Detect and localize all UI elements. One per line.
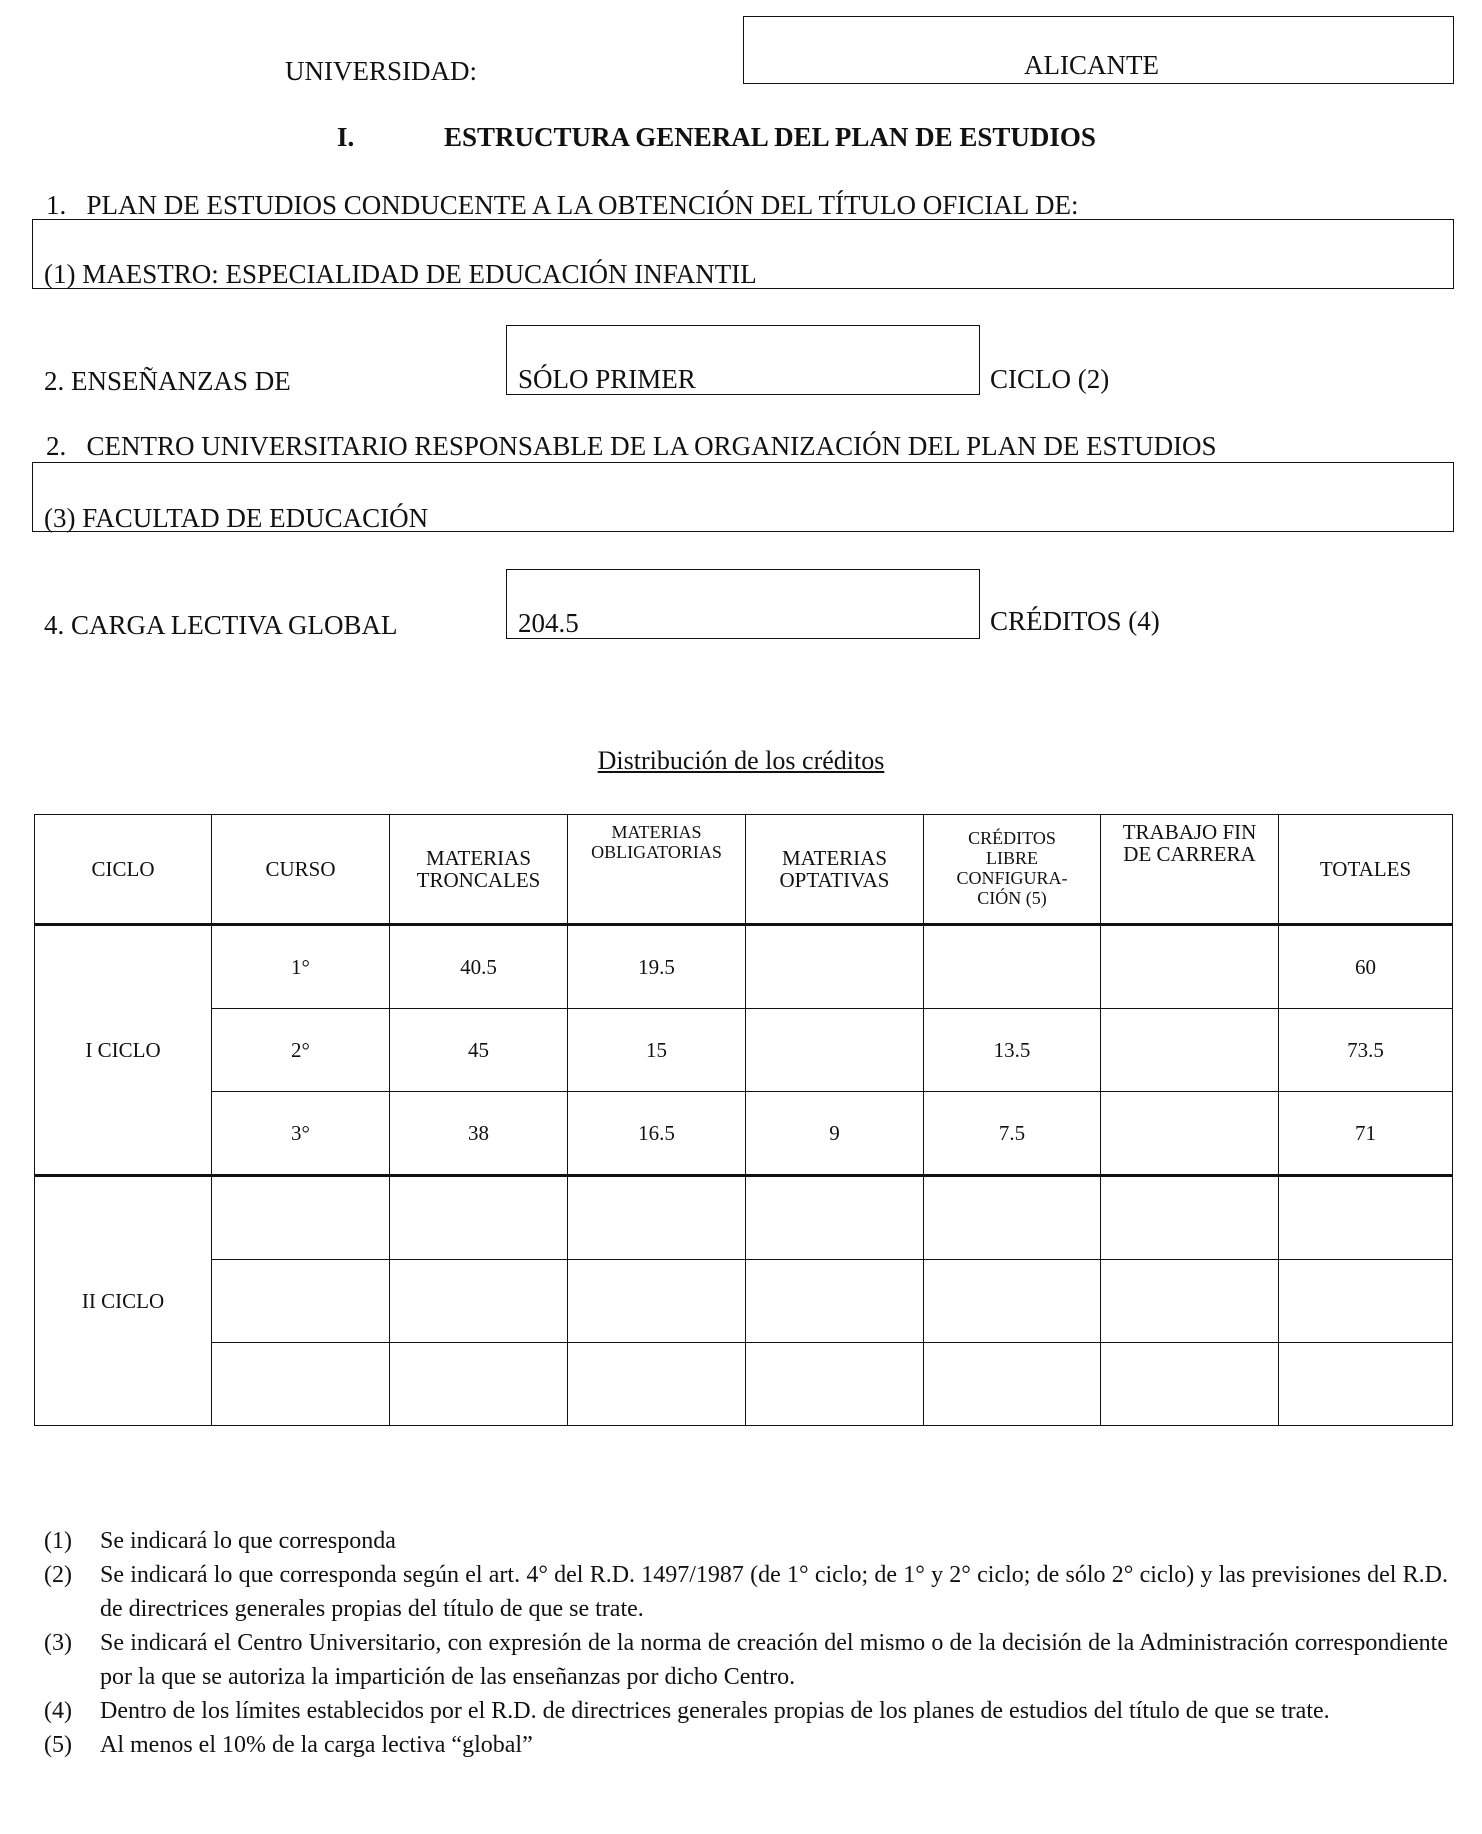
empty-cell — [1279, 1176, 1453, 1260]
header-optativas — [746, 815, 924, 925]
footnote-number: (3) — [44, 1630, 72, 1656]
cell-trabajo — [1101, 1092, 1279, 1176]
cycle2-label: II CICLO — [35, 1176, 212, 1426]
empty-cell — [390, 1343, 568, 1426]
header-optativas-line1: MATERIAS — [781, 845, 887, 870]
item2-value: SÓLO PRIMER — [518, 364, 696, 394]
item1-label: 1. PLAN DE ESTUDIOS CONDUCENTE A LA OBTENCIÓN DEL TÍTULO OFICIAL DE: — [46, 190, 1079, 220]
table-row — [35, 1092, 1453, 1176]
item3-label: 2. CENTRO UNIVERSITARIO RESPONSABLE DE LA ORGANIZACIÓN DEL PLAN DE ESTUDIOS — [46, 431, 1217, 461]
footnote — [44, 1728, 1448, 1762]
empty-cell — [746, 1343, 924, 1426]
distribution-title: Distribución de los créditos — [597, 746, 885, 775]
empty-cell — [1279, 1343, 1453, 1426]
empty-cell — [746, 1176, 924, 1260]
header-troncales-line1: MATERIAS — [425, 845, 531, 870]
footnote-text: Se indicará lo que corresponda según el art. 4° del R.D. 1497/1987 (de 1° ciclo; de 1° y 2° ciclo; de sólo 2° ciclo) y las previsiones del R.D. de directrices generales propias del título de que se trate. — [100, 1562, 1448, 1622]
item3-value: (3) FACULTAD DE EDUCACIÓN — [44, 503, 429, 533]
footnote-number: (4) — [44, 1698, 72, 1724]
footnote — [44, 1524, 1448, 1558]
empty-cell — [924, 1260, 1101, 1343]
footnote — [44, 1558, 1448, 1626]
university-label: UNIVERSIDAD: — [285, 56, 477, 86]
item4-value: 204.5 — [518, 608, 579, 638]
empty-cell — [390, 1260, 568, 1343]
header-ciclo: CICLO — [35, 815, 212, 925]
footnote-number: (2) — [44, 1562, 72, 1588]
empty-cell — [212, 1343, 390, 1426]
header-libre — [924, 815, 1101, 925]
header-obligatorias-line2: OBLIGATORIAS — [591, 841, 722, 862]
cell-totales: 60 — [1279, 925, 1453, 1009]
item2-label: 2. ENSEÑANZAS DE — [44, 366, 291, 396]
header-trabajo — [1101, 815, 1279, 925]
table-row — [35, 925, 1453, 1009]
cell-trabajo — [1101, 925, 1279, 1009]
cell-optativas — [746, 925, 924, 1009]
item4-suffix: CRÉDITOS (4) — [990, 606, 1160, 636]
header-libre-line4: CIÓN (5) — [977, 887, 1047, 908]
header-libre-line1: CRÉDITOS — [968, 828, 1056, 849]
credits-table — [34, 814, 1453, 1426]
cell-totales: 71 — [1279, 1092, 1453, 1176]
cell-obligatorias: 16.5 — [568, 1092, 746, 1176]
cell-troncales: 38 — [390, 1092, 568, 1176]
table-header-row — [35, 815, 1453, 925]
cell-curso: 3° — [212, 1092, 390, 1176]
item1-value: (1) MAESTRO: ESPECIALIDAD DE EDUCACIÓN INFANTIL — [44, 259, 757, 289]
empty-cell — [568, 1343, 746, 1426]
cell-curso: 1° — [212, 925, 390, 1009]
footnote-text: Se indicará lo que corresponda — [100, 1528, 396, 1554]
cell-libre — [924, 925, 1101, 1009]
table-row — [35, 1343, 1453, 1426]
header-libre-line3: CONFIGURA- — [956, 868, 1068, 888]
item4-label: 4. CARGA LECTIVA GLOBAL — [44, 610, 398, 640]
header-totales: TOTALES — [1279, 815, 1453, 925]
empty-cell — [212, 1176, 390, 1260]
table-row — [35, 1176, 1453, 1260]
cycle1-label: I CICLO — [35, 925, 212, 1176]
empty-cell — [746, 1260, 924, 1343]
header-curso: CURSO — [212, 815, 390, 925]
empty-cell — [1101, 1176, 1279, 1260]
header-obligatorias-line1: MATERIAS — [611, 822, 702, 842]
footnote-number: (5) — [44, 1732, 72, 1758]
header-libre-line2: LIBRE — [986, 848, 1038, 869]
cell-totales: 73.5 — [1279, 1009, 1453, 1092]
header-troncales — [390, 815, 568, 925]
footnotes — [44, 1524, 1448, 1762]
footnote-text: Se indicará el Centro Universitario, con expresión de la norma de creación del mismo o de la decisión de la Administración correspondiente por la que se autoriza la impartición de las enseñanzas por dicho Centro. — [100, 1630, 1448, 1690]
header-optativas-line2: OPTATIVAS — [779, 868, 890, 892]
cell-troncales: 40.5 — [390, 925, 568, 1009]
empty-cell — [568, 1260, 746, 1343]
footnote-number: (1) — [44, 1528, 72, 1554]
header-trabajo-line1: TRABAJO FIN — [1122, 820, 1257, 844]
empty-cell — [924, 1343, 1101, 1426]
cell-optativas: 9 — [746, 1092, 924, 1176]
university-value: ALICANTE — [1024, 50, 1159, 80]
table-row — [35, 1260, 1453, 1343]
footnote — [44, 1694, 1448, 1728]
empty-cell — [212, 1260, 390, 1343]
cell-libre: 13.5 — [924, 1009, 1101, 1092]
cell-curso: 2° — [212, 1009, 390, 1092]
footnote — [44, 1626, 1448, 1694]
empty-cell — [1279, 1260, 1453, 1343]
cell-obligatorias: 15 — [568, 1009, 746, 1092]
footnote-text: Dentro de los límites establecidos por el R.D. de directrices generales propias de los planes de estudios del título de que se trate. — [100, 1698, 1330, 1724]
item2-suffix: CICLO (2) — [990, 364, 1110, 394]
header-troncales-line2: TRONCALES — [416, 868, 541, 892]
header-trabajo-line2: DE CARRERA — [1123, 842, 1256, 867]
footnote-text: Al menos el 10% de la carga lectiva “global” — [100, 1732, 533, 1758]
cell-trabajo — [1101, 1009, 1279, 1092]
empty-cell — [1101, 1343, 1279, 1426]
cell-troncales: 45 — [390, 1009, 568, 1092]
table-row — [35, 1009, 1453, 1092]
cell-libre: 7.5 — [924, 1092, 1101, 1176]
section-title: ESTRUCTURA GENERAL DEL PLAN DE ESTUDIOS — [444, 122, 1096, 152]
section-number: I. — [337, 122, 355, 152]
header-obligatorias — [568, 815, 746, 925]
empty-cell — [924, 1176, 1101, 1260]
cell-optativas — [746, 1009, 924, 1092]
cell-obligatorias: 19.5 — [568, 925, 746, 1009]
empty-cell — [390, 1176, 568, 1260]
empty-cell — [568, 1176, 746, 1260]
empty-cell — [1101, 1260, 1279, 1343]
